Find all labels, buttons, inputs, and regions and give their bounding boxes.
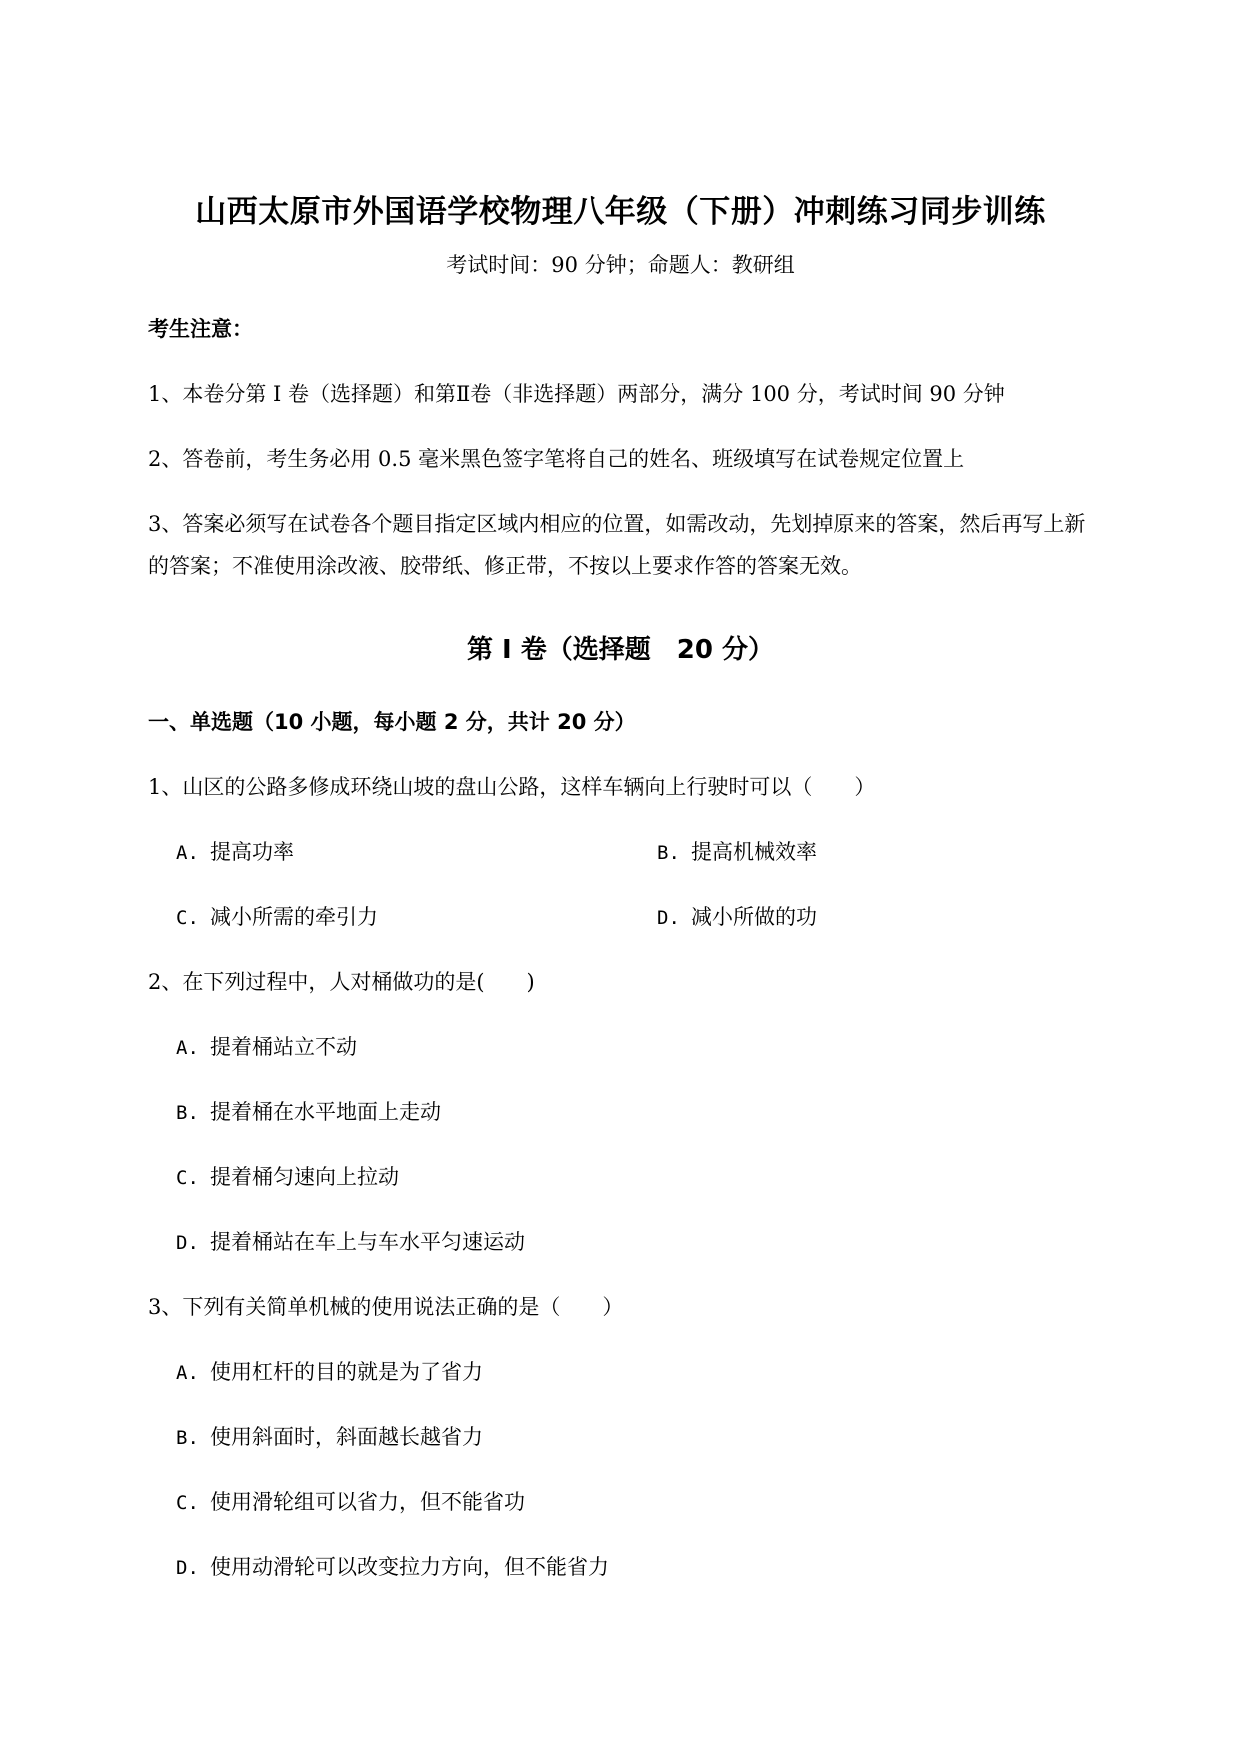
option-text: 提着桶在水平地面上走动	[210, 1100, 441, 1124]
notice-heading: 考生注意：	[148, 317, 253, 341]
option-d[interactable]	[176, 1226, 525, 1256]
option-text: 使用杠杆的目的就是为了省力	[210, 1360, 483, 1384]
option-text: 提着桶站在车上与车水平匀速运动	[210, 1230, 525, 1254]
option-text: 提高机械效率	[691, 840, 817, 864]
option-letter: B.	[176, 1427, 199, 1449]
option-d[interactable]	[176, 1551, 609, 1581]
question-stem: 3、下列有关简单机械的使用说法正确的是（ ）	[148, 1295, 624, 1319]
question-stem: 1、山区的公路多修成环绕山坡的盘山公路，这样车辆向上行驶时可以（ ）	[148, 775, 876, 799]
option-letter: C.	[176, 1167, 199, 1189]
option-text: 提着桶匀速向上拉动	[210, 1165, 399, 1189]
option-letter: C.	[176, 1492, 199, 1514]
option-letter: D.	[176, 1232, 199, 1254]
option-c[interactable]	[176, 1161, 399, 1191]
option-letter: A.	[176, 842, 199, 864]
question-stem: 2、在下列过程中，人对桶做功的是( )	[148, 970, 535, 994]
notice-item: 1、本卷分第 I 卷（选择题）和第Ⅱ卷（非选择题）两部分，满分 100 分，考试时间 90 分钟	[148, 382, 1005, 406]
option-letter: A.	[176, 1362, 199, 1384]
option-d[interactable]	[657, 901, 817, 931]
option-a[interactable]	[176, 1031, 357, 1061]
option-text: 减小所做的功	[691, 905, 817, 929]
option-letter: A.	[176, 1037, 199, 1059]
option-b[interactable]	[657, 836, 817, 866]
notice-item: 2、答卷前，考生务必用 0.5 毫米黑色签字笔将自己的姓名、班级填写在试卷规定位置上	[148, 447, 965, 471]
part-heading: 一、单选题（10 小题，每小题 2 分，共计 20 分）	[148, 710, 636, 734]
option-letter: B.	[176, 1102, 199, 1124]
section-title: 第 I 卷（选择题 20 分）	[466, 635, 774, 665]
option-b[interactable]	[176, 1421, 483, 1451]
option-a[interactable]	[176, 1356, 483, 1386]
option-c[interactable]	[176, 1486, 525, 1516]
page-title: 山西太原市外国语学校物理八年级（下册）冲刺练习同步训练	[195, 194, 1046, 230]
option-text: 提高功率	[210, 840, 294, 864]
option-c[interactable]	[176, 901, 378, 931]
option-text: 使用滑轮组可以省力，但不能省功	[210, 1490, 525, 1514]
option-letter: B.	[657, 842, 680, 864]
option-b[interactable]	[176, 1096, 441, 1126]
option-text: 使用动滑轮可以改变拉力方向，但不能省力	[210, 1555, 609, 1579]
notice-item: 的答案；不准使用涂改液、胶带纸、修正带，不按以上要求作答的答案无效。	[148, 554, 862, 578]
option-a[interactable]	[176, 836, 294, 866]
option-letter: C.	[176, 907, 199, 929]
option-text: 使用斜面时，斜面越长越省力	[210, 1425, 483, 1449]
notice-item: 3、答案必须写在试卷各个题目指定区域内相应的位置，如需改动，先划掉原来的答案，然后再写上新	[148, 512, 1086, 536]
option-letter: D.	[176, 1557, 199, 1579]
option-text: 提着桶站立不动	[210, 1035, 357, 1059]
exam-info: 考试时间：90 分钟；命题人：教研组	[446, 253, 795, 277]
option-letter: D.	[657, 907, 680, 929]
option-text: 减小所需的牵引力	[210, 905, 378, 929]
